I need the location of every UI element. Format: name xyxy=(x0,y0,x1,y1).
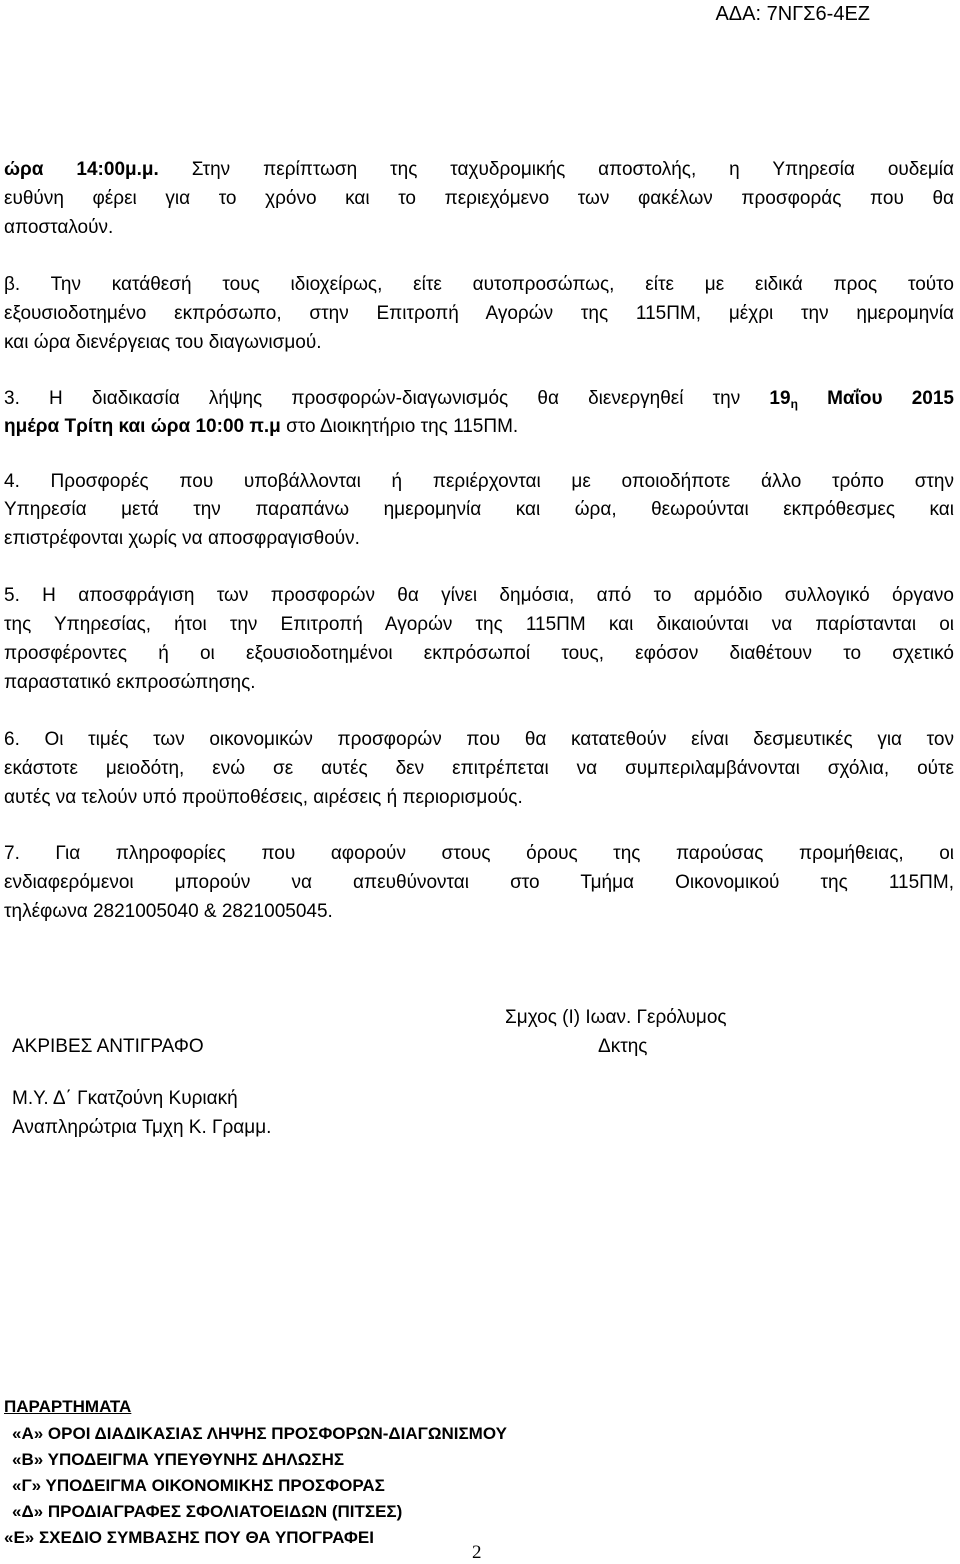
signer-name: Σμχος (Ι) Ιωαν. Γερόλυμος xyxy=(505,1007,727,1028)
para-3-line-2 xyxy=(4,415,518,439)
annex-item: «Α» ΟΡΟΙ ΔΙΑΔΙΚΑΣΙΑΣ ΛΗΨΗΣ ΠΡΟΣΦΟΡΩΝ-ΔΙΑΓΩΝΙΣΜΟΥ xyxy=(12,1424,507,1443)
para-b-line-2: εξουσιοδοτημένο εκπρόσωπο, στην Επιτροπή Αγορών της 115ΠΜ, μέχρι την ημερομηνία xyxy=(4,303,954,324)
para-b-line-1: β. Την κατάθεσή τους ιδιοχείρως, είτε αυτοπροσώπως, είτε με ειδικά προς τούτο xyxy=(4,274,954,295)
annexes-title: ΠΑΡΑΡΤΗΜΑΤΑ xyxy=(4,1397,132,1416)
para-4-line-1: 4. Προσφορές που υποβάλλονται ή περιέρχονται με οποιοδήποτε άλλο τρόπο στην xyxy=(4,471,954,492)
para-b-line-3: και ώρα διενέργειας του διαγωνισμού. xyxy=(4,332,322,353)
para-a-line-1 xyxy=(4,158,954,182)
annex-item: «Δ» ΠΡΟΔΙΑΓΡΑΦΕΣ ΣΦΟΛΙΑΤΟΕΙΔΩΝ (ΠΙΤΣΕΣ) xyxy=(12,1502,403,1521)
signer-role: Δκτης xyxy=(598,1036,648,1057)
para-7-line-3: τηλέφωνα 2821005040 & 2821005045. xyxy=(4,901,333,922)
para-6-line-1: 6. Οι τιμές των οικονομικών προσφορών που θα κατατεθούν είναι δεσμευτικές για τον xyxy=(4,729,954,750)
para-4-line-3: επιστρέφονται χωρίς να αποσφραγισθούν. xyxy=(4,528,360,549)
para-5-line-1: 5. Η αποσφράγιση των προσφορών θα γίνει δημόσια, από το αρμόδιο συλλογικό όργανο xyxy=(4,585,954,606)
para-5-line-3: προσφέροντες ή οι εξουσιοδοτημένοι εκπρόσωποί τους, εφόσον διαθέτουν το σχετικό xyxy=(4,643,954,664)
clerk-role: Αναπληρώτρια Τμχη Κ. Γραμμ. xyxy=(12,1117,272,1138)
ada-code: ΑΔΑ: 7ΝΓΣ6-4ΕΖ xyxy=(715,3,870,25)
para-5-line-2: της Υπηρεσίας, ήτοι την Επιτροπή Αγορών της 115ΠΜ και δικαιούνται να παρίστανται οι xyxy=(4,614,954,635)
para-3-time: ημέρα Τρίτη και ώρα 10:00 π.μ xyxy=(4,416,281,437)
para-7-line-2: ενδιαφερόμενοι μπορούν να απευθύνονται στο Τμήμα Οικονομικού της 115ΠΜ, xyxy=(4,872,954,893)
para-3-line-1 xyxy=(4,387,954,412)
true-copy-label: ΑΚΡΙΒΕΣ ΑΝΤΙΓΡΑΦΟ xyxy=(12,1036,204,1057)
para-a-bold-start: ώρα 14:00μ.μ. xyxy=(4,159,159,180)
para-5-line-4: παραστατικό εκπροσώπησης. xyxy=(4,672,256,693)
para-a-rest: Στην περίπτωση της ταχυδρομικής αποστολής, η Υπηρεσία ουδεμία xyxy=(158,159,954,180)
page-number: 2 xyxy=(472,1542,482,1563)
para-7-line-1: 7. Για πληροφορίες που αφορούν στους όρους της παρούσας προμήθειας, οι xyxy=(4,843,954,864)
para-3-date-month: Μαΐου 2015 xyxy=(797,388,954,409)
para-a-line-3: αποσταλούν. xyxy=(4,217,114,238)
para-3-date-suffix: η xyxy=(790,397,798,411)
clerk-name: Μ.Υ. Δ΄ Γκατζούνη Κυριακή xyxy=(12,1088,238,1109)
annex-item: «Γ» ΥΠΟΔΕΙΓΜΑ ΟΙΚΟΝΟΜΙΚΗΣ ΠΡΟΣΦΟΡΑΣ xyxy=(12,1476,385,1495)
para-3-text: 3. Η διαδικασία λήψης προσφορών-διαγωνισμός θα διενεργηθεί την xyxy=(4,388,770,409)
annex-item: «Ε» ΣΧΕΔΙΟ ΣΥΜΒΑΣΗΣ ΠΟΥ ΘΑ ΥΠΟΓΡΑΦΕΙ xyxy=(4,1528,374,1547)
para-3-place: στο Διοικητήριο της 115ΠΜ. xyxy=(280,416,519,437)
para-3-date-day: 19 xyxy=(769,388,791,409)
annex-item: «Β» ΥΠΟΔΕΙΓΜΑ ΥΠΕΥΘΥΝΗΣ ΔΗΛΩΣΗΣ xyxy=(12,1450,345,1469)
para-4-line-2: Υπηρεσία μετά την παραπάνω ημερομηνία και ώρα, θεωρούνται εκπρόθεσμες και xyxy=(4,499,954,520)
para-6-line-3: αυτές να τελούν υπό προϋποθέσεις, αιρέσεις ή περιορισμούς. xyxy=(4,787,523,808)
para-a-line-2: ευθύνη φέρει για το χρόνο και το περιεχόμενο των φακέλων προσφοράς που θα xyxy=(4,188,954,209)
para-6-line-2: εκάστοτε μειοδότη, ενώ σε αυτές δεν επιτρέπεται να συμπεριλαμβάνονται σχόλια, ούτε xyxy=(4,758,954,779)
